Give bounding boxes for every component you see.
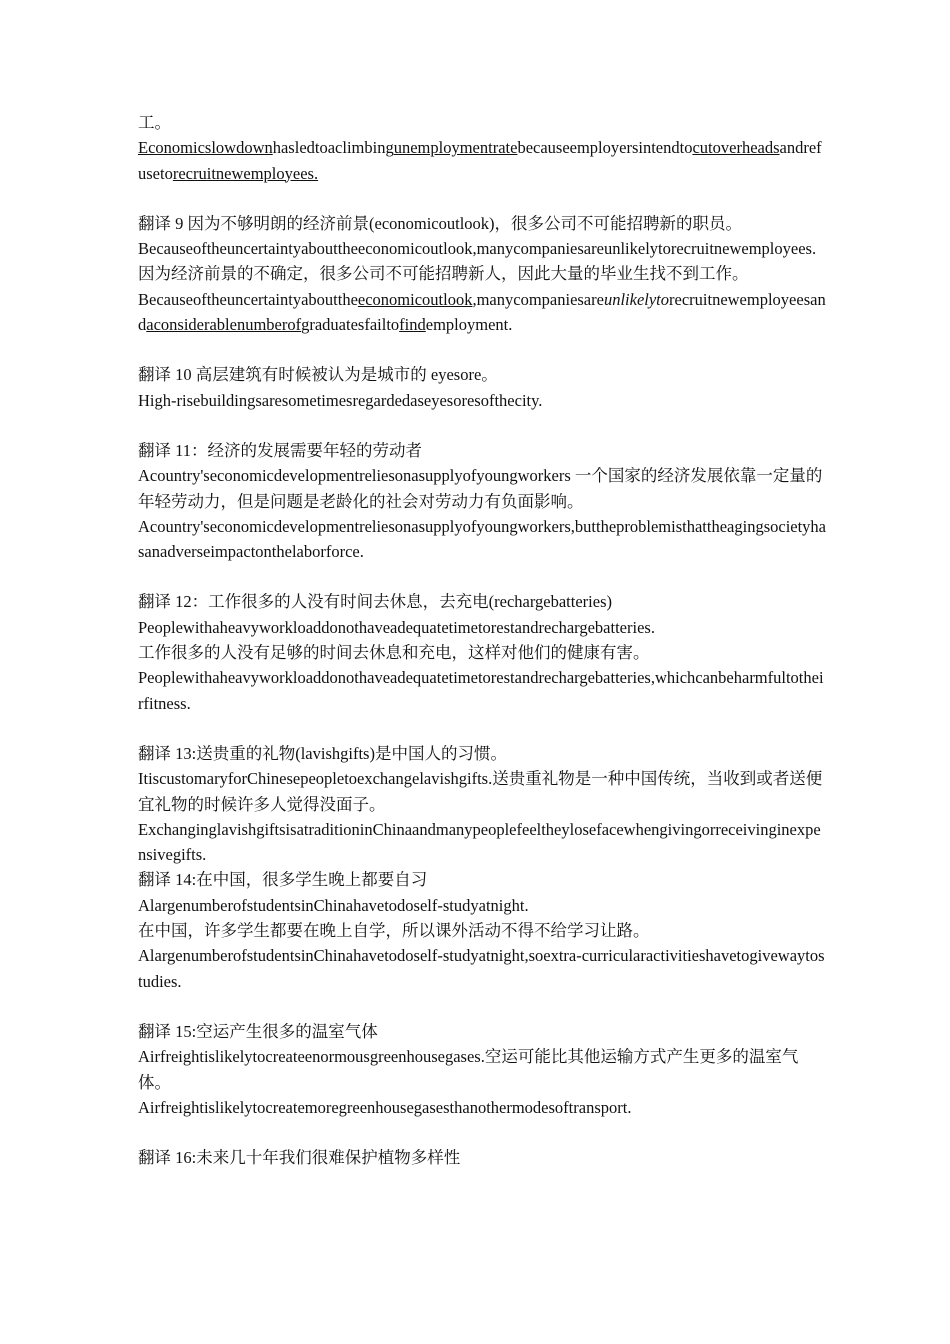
chinese-sentence: 在中国，许多学生都要在晚上自学，所以课外活动不得不给学习让路。 [138,921,650,941]
english-sentence: Peoplewithaheavyworkloaddonothaveadequatetimetorestandrechargebatteries,whichcanbeharmfultotheirfitness. [138,668,824,713]
section-translation-9 [138,211,828,337]
section-title: 翻译 14:在中国，很多学生晚上都要自习 [138,870,428,890]
english-sentence: High-risebuildingsaresometimesregardedaseyesoresofthecity. [138,390,543,410]
chinese-sentence: 因为经济前景的不确定，很多公司不可能招聘新人，因此大量的毕业生找不到工作。 [138,264,749,284]
underlined-phrase: unemploymentrate [393,138,518,158]
english-sentence: Becauseoftheuncertaintyabouttheeconomicoutlook,manycompaniesareunlikelytorecruitnewemployees. [138,239,817,259]
section-top [138,110,828,186]
english-sentence: ExchanginglavishgiftsisatraditioninChinaandmanypeoplefeeltheylosefacewhengivingorreceivinginexpensivegifts. [138,819,821,865]
english-sentence: Becauseoftheuncertaintyabouttheeconomicoutlook,manycompaniesareunlikelytorecruitnewemployeesandaconsiderablenumberofgraduatesfailtofindemployment. [138,289,826,335]
italic-phrase: unlikelyto [603,289,670,309]
section-translation-11 [138,438,828,564]
section-title: 翻译 12：工作很多的人没有时间去休息，去充电(rechargebatteries) [138,592,612,612]
english-sentence: Economicslowdownhasledtoaclimbingunemploymentratebecauseemployersintendtocutoverheadsandrefusetorecruitnewemployees. [138,138,822,183]
section-title: 翻译 16:未来几十年我们很难保护植物多样性 [138,1148,461,1168]
document-page [138,110,828,1195]
underlined-phrase: recruitnewemployees. [172,163,319,183]
section-translation-15 [138,1019,828,1120]
section-translation-13 [138,741,828,867]
underlined-phrase: cutoverheads [692,138,780,158]
english-sentence: AlargenumberofstudentsinChinahavetodoself-studyatnight,soextra-curricularactivitieshavetogivewaytostudies. [138,946,825,991]
chinese-line: 工。 [138,113,171,132]
section-translation-12 [138,589,828,715]
section-title: 翻译 13:送贵重的礼物(lavishgifts)是中国人的习惯。 [138,743,507,763]
english-sentence: Airfreightislikelytocreatemoregreenhousegasesthanothermodesoftransport. [138,1097,632,1117]
chinese-sentence: 工作很多的人没有足够的时间去休息和充电，这样对他们的健康有害。 [138,643,650,663]
underlined-phrase: economicoutlook [357,289,473,309]
mixed-sentence: Acountry'seconomicdevelopmentreliesonasupplyofyoungworkers 一个国家的经济发展依靠一定量的年轻劳动力，但是问题是老龄化的社会对劳动力有负面影响。 [138,466,823,511]
section-title: 翻译 15:空运产生很多的温室气体 [138,1021,378,1041]
underlined-phrase: Economicslowdown [138,138,273,158]
english-sentence: Peoplewithaheavyworkloaddonothaveadequatetimetorestandrechargebatteries. [138,617,655,637]
section-title: 翻译 9 因为不够明朗的经济前景(economicoutlook)，很多公司不可能招聘新的职员。 [138,213,743,233]
underlined-phrase: aconsiderablenumberof [146,315,302,335]
section-translation-14 [138,867,828,993]
section-translation-10 [138,362,828,413]
english-sentence: AlargenumberofstudentsinChinahavetodoself-studyatnight. [138,895,529,915]
english-sentence: Acountry'seconomicdevelopmentreliesonasupplyofyoungworkers,buttheproblemisthattheagingsocietyhasanadverseimpactonthelaborforce. [138,516,827,562]
mixed-sentence: ItiscustomaryforChinesepeopletoexchangelavishgifts.送贵重礼物是一种中国传统，当收到或者送便宜礼物的时候许多人觉得没面子。 [138,769,823,814]
section-title: 翻译 10 高层建筑有时候被认为是城市的 eyesore。 [138,365,498,385]
section-title: 翻译 11：经济的发展需要年轻的劳动者 [138,440,423,460]
underlined-phrase: find [399,315,426,335]
mixed-sentence: Airfreightislikelytocreateenormousgreenhousegases.空运可能比其他运输方式产生更多的温室气体。 [138,1047,799,1092]
section-translation-16 [138,1145,828,1170]
